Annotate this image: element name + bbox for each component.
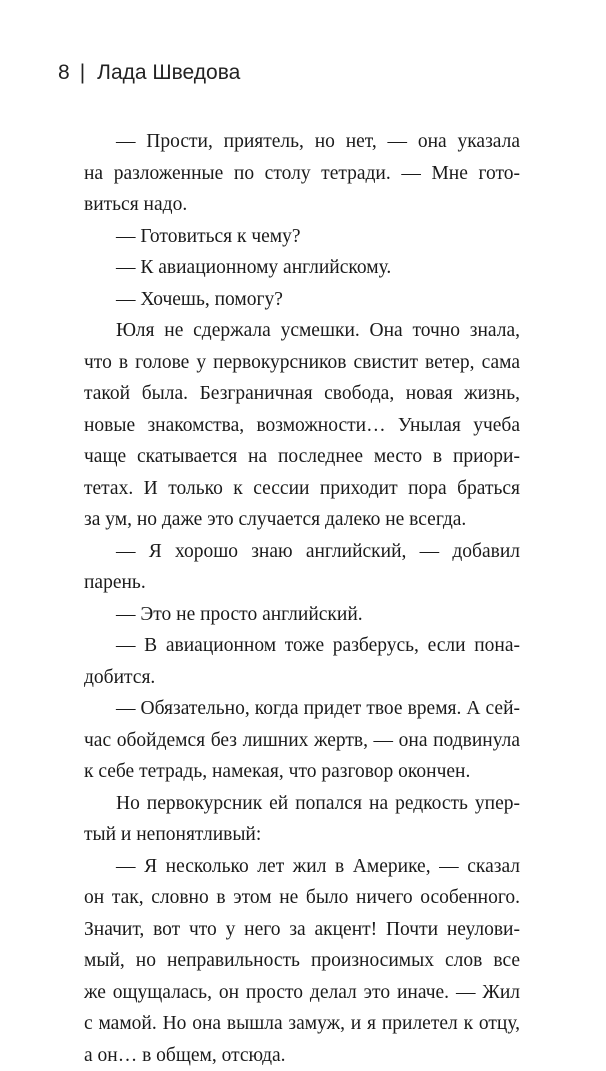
text-line: чаще скатывается на последнее место в приори- — [84, 441, 520, 473]
body-text — [84, 126, 520, 1071]
text-line: за ум, но даже это случается далеко не всегда. — [84, 504, 520, 536]
running-header — [58, 60, 240, 86]
text-line: парень. — [84, 567, 520, 599]
text-line: новые знакомства, возможности… Унылая учеба — [84, 410, 520, 442]
text-line: а он… в общем, отсюда. — [84, 1040, 520, 1071]
text-line: виться надо. — [84, 189, 520, 221]
text-line: добится. — [84, 662, 520, 694]
text-line: он так, словно в этом не было ничего особенного. — [84, 882, 520, 914]
text-line: — К авиационному английскому. — [84, 252, 520, 284]
text-line: — Прости, приятель, но нет, — она указала — [84, 126, 520, 158]
header-separator: | — [80, 60, 85, 86]
text-line: — Я хорошо знаю английский, — добавил — [84, 536, 520, 568]
author-name: Лада Шведова — [97, 61, 240, 84]
page-number: 8 — [58, 61, 70, 84]
text-line: мый, но неправильность произносимых слов все — [84, 945, 520, 977]
text-line: — Я несколько лет жил в Америке, — сказал — [84, 851, 520, 883]
text-line: такой была. Безграничная свобода, новая жизнь, — [84, 378, 520, 410]
text-line: — В авиационном тоже разберусь, если пона- — [84, 630, 520, 662]
text-line: к себе тетрадь, намекая, что разговор окончен. — [84, 756, 520, 788]
text-line: — Это не просто английский. — [84, 599, 520, 631]
text-line: — Обязательно, когда придет твое время. А сей- — [84, 693, 520, 725]
text-line: тый и непонятливый: — [84, 819, 520, 851]
text-line: тетах. И только к сессии приходит пора браться — [84, 473, 520, 505]
text-line: Значит, вот что у него за акцент! Почти неулови- — [84, 914, 520, 946]
text-line: Но первокурсник ей попался на редкость упер- — [84, 788, 520, 820]
text-line: что в голове у первокурсников свистит ветер, сама — [84, 347, 520, 379]
text-line: же ощущалась, он просто делал это иначе. — Жил — [84, 977, 520, 1009]
text-line: с мамой. Но она вышла замуж, и я прилетел к отцу, — [84, 1008, 520, 1040]
text-line: — Готовиться к чему? — [84, 221, 520, 253]
text-line: на разложенные по столу тетради. — Мне гото- — [84, 158, 520, 190]
text-line: час обойдемся без лишних жертв, — она подвинула — [84, 725, 520, 757]
text-line: — Хочешь, помогу? — [84, 284, 520, 316]
text-line: Юля не сдержала усмешки. Она точно знала, — [84, 315, 520, 347]
